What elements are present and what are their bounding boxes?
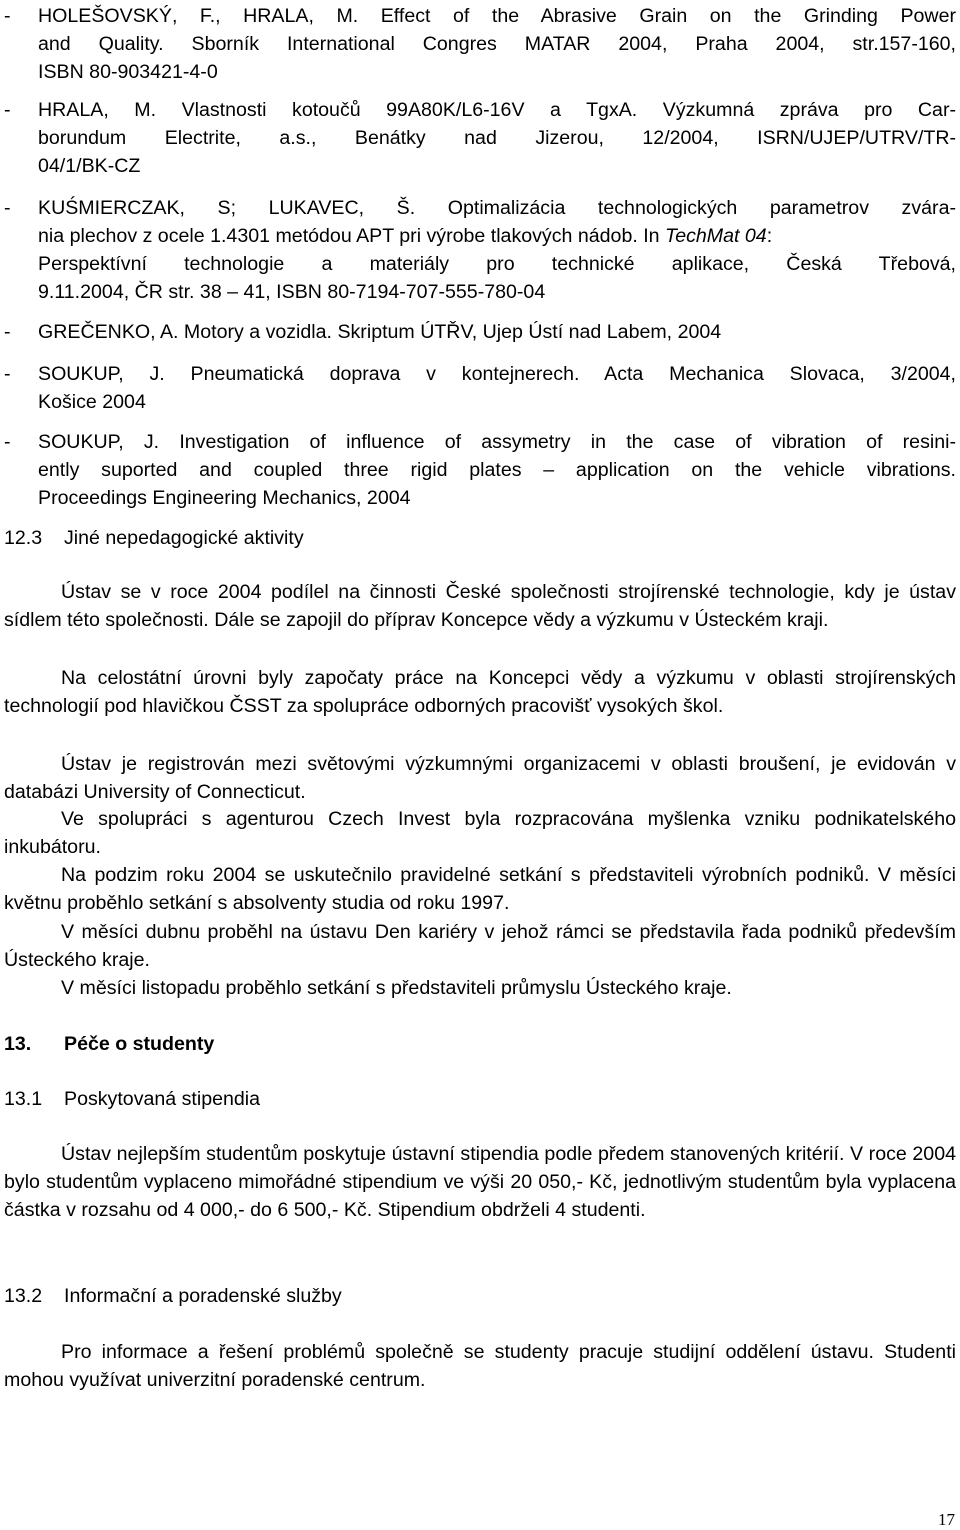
section-number: 13.1 — [4, 1088, 43, 1110]
reference-line: Košice 2004 — [38, 391, 146, 413]
paragraph: Ve spolupráci s agenturou Czech Invest byla rozpracována myšlenka vzniku podnikatelského inkubátoru. — [4, 808, 956, 858]
section-heading-13-2 — [4, 1282, 342, 1310]
paragraph: Ústav nejlepším studentům poskytuje ústavní stipendia podle předem stanovených kritérií. V roce 2004 bylo studentům vyplaceno mimořádné stipendium ve výši 20 050,- Kč, jednotlivým studentům byla vyplacena částka v rozsahu od 4 000,- do 6 500,- Kč. Stipendium obdrželi 4 studenti. — [4, 1143, 956, 1221]
reference-line: KUŚMIERCZAK, S; LUKAVEC, Š. Optimalizácia technologických parametrov zvára- — [38, 197, 956, 219]
paragraph: Ústav se v roce 2004 podílel na činnosti České společnosti strojírenské technologie, kdy je ústav sídlem této společnosti. Dále se zapojil do příprav Koncepce vědy a výzkumu v Ústeckém kraji. — [4, 581, 956, 631]
section-number: 13.2 — [4, 1285, 43, 1307]
list-dash: - — [4, 197, 11, 219]
list-dash: - — [4, 431, 11, 453]
paragraph: V měsíci dubnu proběhl na ústavu Den kariéry v jehož rámci se představila řada podniků především Ústeckého kraje. — [4, 921, 956, 971]
section-title: Péče o studenty — [64, 1033, 215, 1055]
reference-line: 04/1/BK-CZ — [38, 155, 141, 177]
section-title: Informační a poradenské služby — [64, 1285, 342, 1307]
reference-line: SOUKUP, J. Pneumatická doprava v kontejnerech. Acta Mechanica Slovaca, 3/2004, — [38, 363, 956, 385]
section-number: 13. — [4, 1033, 32, 1055]
list-dash: - — [4, 5, 11, 27]
section-title: Poskytovaná stipendia — [64, 1088, 261, 1110]
reference-line: borundum Electrite, a.s., Benátky nad Jizerou, 12/2004, ISRN/UJEP/UTRV/TR- — [38, 127, 956, 149]
section-title: Jiné nepedagogické aktivity — [64, 527, 304, 549]
reference-line: Perspektívní technologie a materiály pro technické aplikace, Česká Třebová, — [38, 253, 956, 275]
reference-line: ently suported and coupled three rigid plates – application on the vehicle vibrations. — [38, 459, 956, 481]
paragraph: V měsíci listopadu proběhlo setkání s představiteli průmyslu Ústeckého kraje. — [61, 977, 732, 999]
section-heading-12-3 — [4, 524, 304, 552]
paragraph: Ústav je registrován mezi světovými výzkumnými organizacemi v oblasti broušení, je evidován v databázi University of Connecticut. — [4, 753, 956, 803]
reference-line: Proceedings Engineering Mechanics, 2004 — [38, 487, 411, 509]
paragraph: Na podzim roku 2004 se uskutečnilo pravidelné setkání s představiteli výrobních podniků. V měsíci květnu proběhlo setkání s absolventy studia od roku 1997. — [4, 864, 956, 914]
reference-line: nia plechov z ocele 1.4301 metódou APT pri výrobe tlakových nádob. In TechMat 04: — [38, 225, 773, 247]
reference-line: SOUKUP, J. Investigation of influence of assymetry in the case of vibration of resini- — [38, 431, 956, 453]
paragraph: Na celostátní úrovni byly započaty práce na Koncepci vědy a výzkumu v oblasti strojírenských technologií pod hlavičkou ČSST za spolupráce odborných pracovišť vysokých škol. — [4, 667, 956, 717]
list-dash: - — [4, 363, 11, 385]
italic-conference-name: TechMat 04 — [665, 225, 767, 247]
list-dash: - — [4, 99, 11, 121]
section-heading-13-1 — [4, 1085, 260, 1113]
section-heading-13 — [4, 1030, 214, 1058]
reference-line: 9.11.2004, ČR str. 38 – 41, ISBN 80-7194-707-555-780-04 — [38, 281, 546, 303]
reference-line: HRALA, M. Vlastnosti kotoučů 99A80K/L6-16V a TgxA. Výzkumná zpráva pro Car- — [38, 99, 956, 121]
list-dash: - — [4, 321, 11, 343]
section-number: 12.3 — [4, 527, 43, 549]
reference-line: GREČENKO, A. Motory a vozidla. Skriptum ÚTŘV, Ujep Ústí nad Labem, 2004 — [38, 321, 722, 343]
reference-line: ISBN 80-903421-4-0 — [38, 61, 218, 83]
reference-line: HOLEŠOVSKÝ, F., HRALA, M. Effect of the Abrasive Grain on the Grinding Power — [38, 5, 956, 27]
page-number: 17 — [938, 1510, 955, 1529]
reference-line: and Quality. Sborník International Congres MATAR 2004, Praha 2004, str.157-160, — [38, 33, 956, 55]
paragraph: Pro informace a řešení problémů společně se studenty pracuje studijní oddělení ústavu. Studenti mohou využívat univerzitní poradenské centrum. — [4, 1341, 956, 1391]
